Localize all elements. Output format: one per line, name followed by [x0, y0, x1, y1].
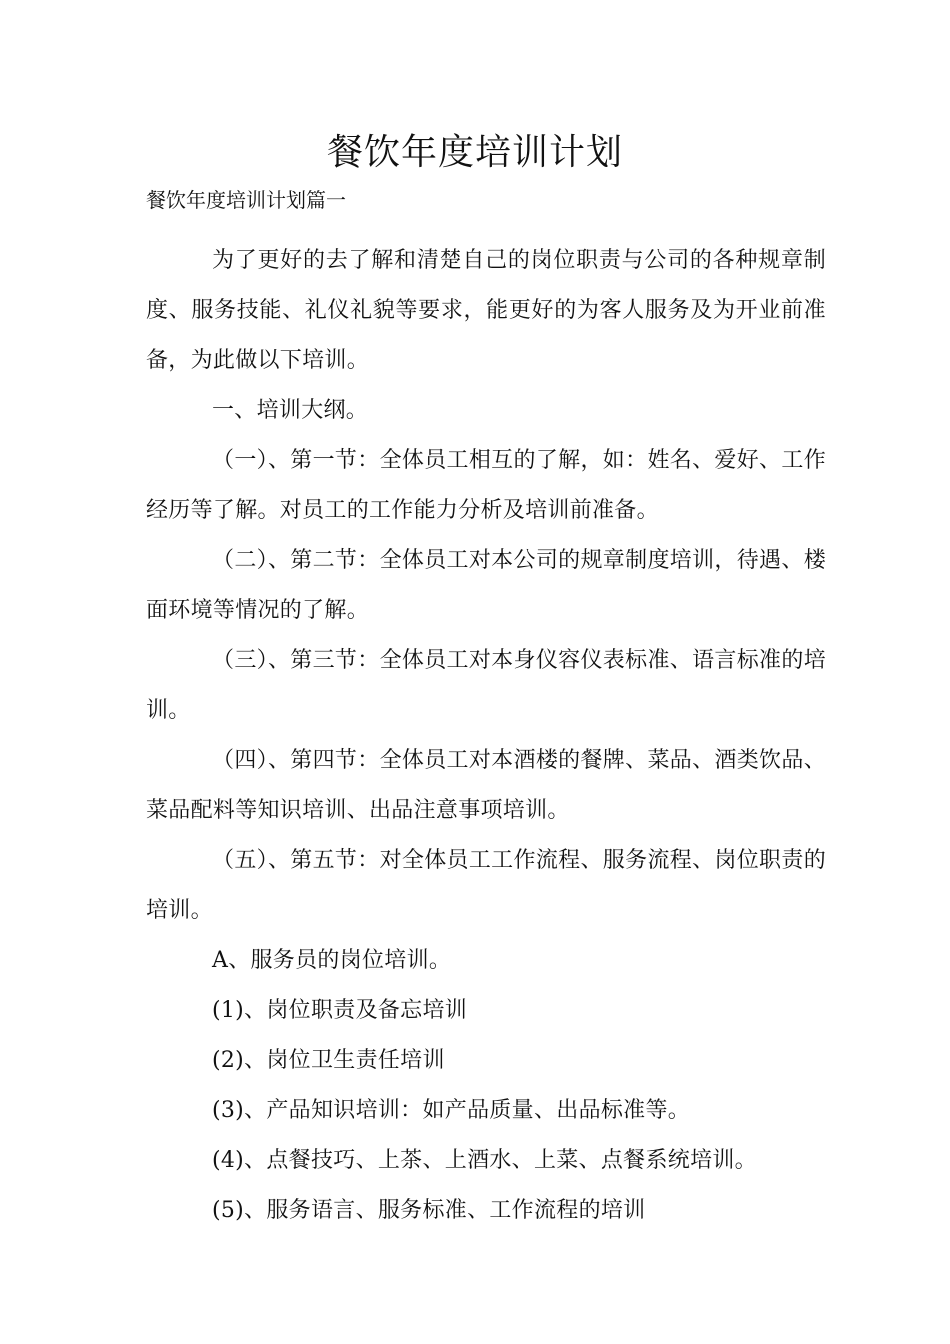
- list-item-5: (5)、服务语言、服务标准、工作流程的培训: [212, 1198, 646, 1223]
- list-item-4: (4)、点餐技巧、上茶、上酒水、上菜、点餐系统培训。: [212, 1148, 757, 1173]
- paragraph-section-5: （五）、第五节：对全体员工工作流程、服务流程、岗位职责的培训。: [146, 848, 826, 923]
- paragraph-section-1: （一）、第一节：全体员工相互的了解，如：姓名、爱好、工作经历等了解。对员工的工作能力分析及培训前准备。: [146, 448, 826, 523]
- paragraph-section-4: （四）、第四节：全体员工对本酒楼的餐牌、菜品、酒类饮品、菜品配料等知识培训、出品注意事项培训。: [146, 748, 826, 823]
- list-item-2: (2)、岗位卫生责任培训: [212, 1048, 445, 1073]
- paragraph-outline-heading: 一、培训大纲。: [212, 398, 369, 423]
- paragraph-intro: 为了更好的去了解和清楚自己的岗位职责与公司的各种规章制度、服务技能、礼仪礼貌等要求，能更好的为客人服务及为开业前准备，为此做以下培训。: [146, 248, 826, 373]
- document-title: 餐饮年度培训计划: [326, 132, 623, 173]
- document-body: [146, 236, 826, 1236]
- paragraph-section-2: （二）、第二节：全体员工对本公司的规章制度培训，待遇、楼面环境等情况的了解。: [146, 548, 826, 623]
- paragraph-waiter-training: A、服务员的岗位培训。: [212, 948, 452, 973]
- list-item-1: (1)、岗位职责及备忘培训: [212, 998, 468, 1023]
- paragraph-section-3: （三）、第三节：全体员工对本身仪容仪表标准、语言标准的培训。: [146, 648, 826, 723]
- list-item-3: (3)、产品知识培训：如产品质量、出品标准等。: [212, 1098, 691, 1123]
- document-subtitle: 餐饮年度培训计划篇一: [146, 188, 346, 212]
